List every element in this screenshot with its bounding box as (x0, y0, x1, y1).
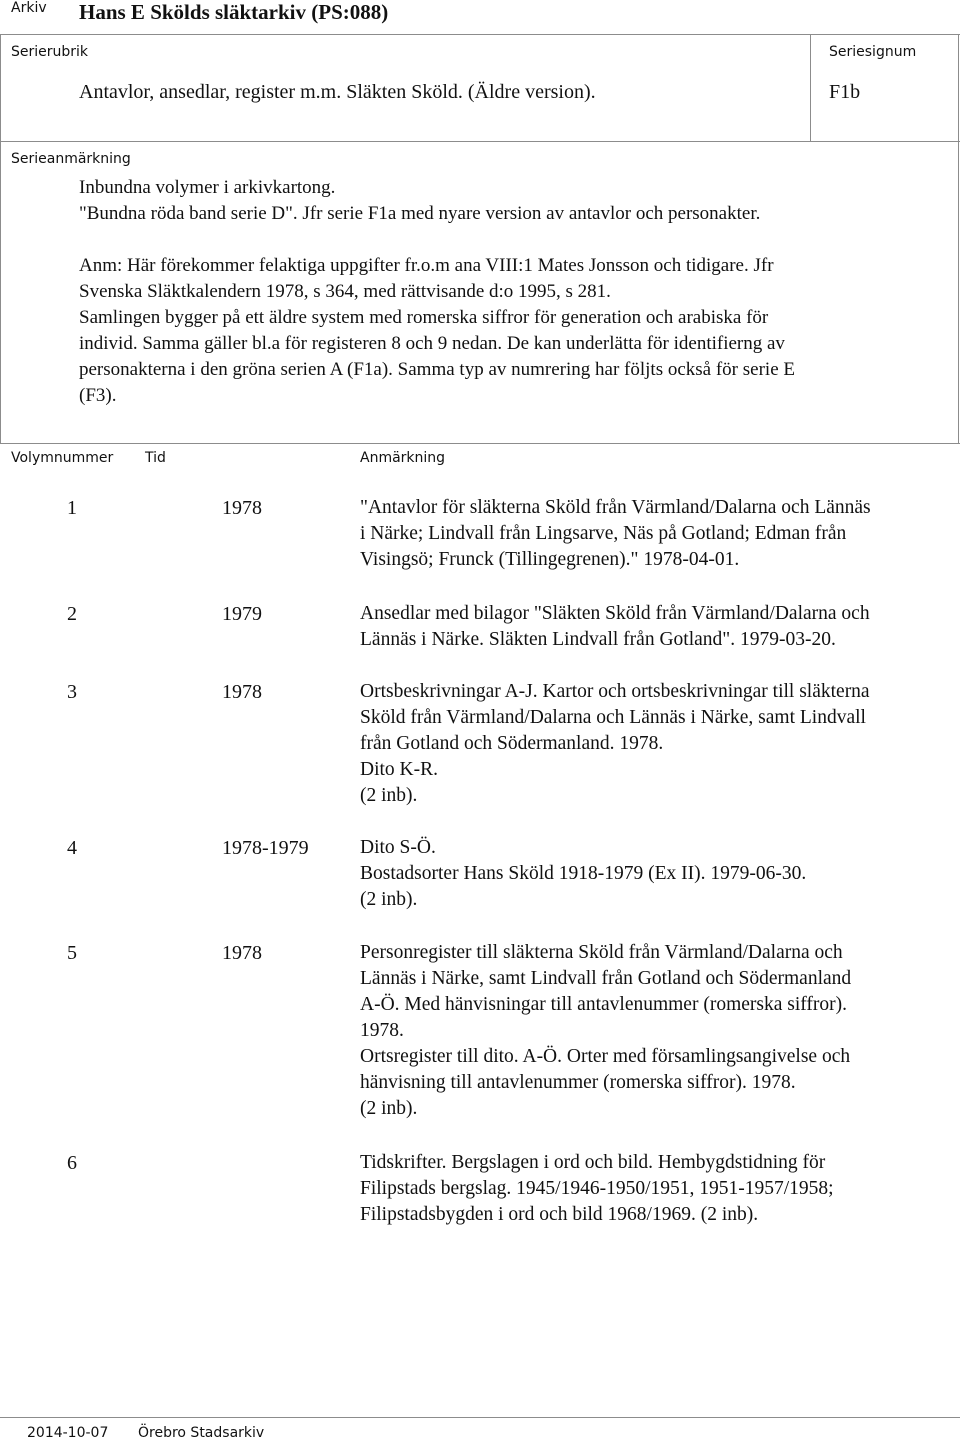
serierubrik-label: Serierubrik (11, 44, 89, 60)
footer-divider (0, 1417, 960, 1418)
anm-line: A-Ö. Med hänvisningar till antavlenummer (romerska siffror). (360, 994, 848, 1015)
note-line (79, 227, 939, 253)
note-line: Inbundna volymer i arkivkartong. (79, 177, 336, 198)
divider-anmarkning (0, 141, 960, 142)
anm-line: Sköld från Värmland/Dalarna och Lännäs i Närke, samt Lindvall (360, 707, 866, 728)
anm-line: från Gotland och Södermanland. 1978. (360, 733, 664, 754)
anm-line: Ortsregister till dito. A-Ö. Orter med församlingsangivelse och (360, 1046, 851, 1067)
anm-line: Lännäs i Närke, samt Lindvall från Gotland och Södermanland (360, 968, 852, 989)
row-anmarkning (360, 940, 955, 1122)
serieanmarkning-text (79, 175, 939, 409)
frame-right (958, 34, 959, 444)
note-line: Svenska Släktkalendern 1978, s 364, med rättvisande d:o 1995, s 281. (79, 281, 611, 302)
anm-line: 1978. (360, 1020, 404, 1041)
volym-number: 4 (67, 837, 77, 859)
volym-number: 1 (67, 497, 77, 519)
anm-line: (2 inb). (360, 785, 418, 806)
divider-top (0, 34, 960, 35)
volym-number: 2 (67, 603, 77, 625)
row-tid: 1978-1979 (222, 837, 309, 859)
anm-line: hänvisning till antavlenummer (romerska siffror). 1978. (360, 1072, 796, 1093)
arkiv-label: Arkiv (11, 0, 47, 16)
anm-line: "Antavlor för släkterna Sköld från Värmland/Dalarna och Lännäs (360, 497, 871, 518)
volym-number: 3 (67, 681, 77, 703)
seriesignum-label: Seriesignum (829, 44, 917, 60)
arkiv-title: Hans E Skölds släktarkiv (PS:088) (79, 0, 389, 24)
anm-line: Bostadsorter Hans Sköld 1918-1979 (Ex II). 1979-06-30. (360, 863, 807, 884)
anm-line: Filipstadsbygden i ord och bild 1968/1969. (2 inb). (360, 1204, 759, 1225)
anm-line: Lännäs i Närke. Släkten Lindvall från Gotland". 1979-03-20. (360, 629, 836, 650)
column-header-volymnummer: Volymnummer (11, 450, 114, 466)
anm-line: Personregister till släkterna Sköld från Värmland/Dalarna och (360, 942, 843, 963)
row-tid: 1978 (222, 942, 262, 964)
anm-line: Tidskrifter. Bergslagen i ord och bild. Hembygdstidning för (360, 1152, 826, 1173)
volym-number: 5 (67, 942, 77, 964)
row-anmarkning (360, 835, 955, 913)
row-tid: 1978 (222, 497, 262, 519)
note-line: personakterna i den gröna serien A (F1a). Samma typ av numrering har följts också för serie E (79, 359, 795, 380)
row-tid: 1978 (222, 681, 262, 703)
serieanmarkning-label: Serieanmärkning (11, 151, 131, 167)
row-anmarkning (360, 495, 955, 573)
anm-line: Filipstads bergslag. 1945/1946-1950/1951, 1951-1957/1958; (360, 1178, 834, 1199)
row-anmarkning (360, 1150, 955, 1228)
footer-organization: Örebro Stadsarkiv (138, 1425, 265, 1441)
anm-line: Visingsö; Frunck (Tillingegrenen)." 1978-04-01. (360, 549, 740, 570)
anm-line: Ansedlar med bilagor "Släkten Sköld från Värmland/Dalarna och (360, 603, 870, 624)
divider-signum (810, 34, 811, 142)
anm-line: (2 inb). (360, 1098, 418, 1119)
row-anmarkning (360, 601, 955, 653)
row-anmarkning (360, 679, 955, 809)
column-header-tid: Tid (145, 450, 166, 466)
anm-line: (2 inb). (360, 889, 418, 910)
anm-line: Dito K-R. (360, 759, 438, 780)
column-header-anmarkning: Anmärkning (360, 450, 446, 466)
frame-left (0, 34, 1, 444)
anm-line: Dito S-Ö. (360, 837, 436, 858)
seriesignum-value: F1b (829, 81, 861, 103)
anm-line: Ortsbeskrivningar A-J. Kartor och ortsbeskrivningar till släkterna (360, 681, 870, 702)
divider-table (0, 443, 960, 444)
anm-line: i Närke; Lindvall från Lingsarve, Näs på Gotland; Edman från (360, 523, 847, 544)
footer-date: 2014-10-07 (27, 1425, 109, 1441)
volym-number: 6 (67, 1152, 77, 1174)
note-line: Anm: Här förekommer felaktiga uppgifter fr.o.m ana VIII:1 Mates Jonsson och tidigare. Jfr (79, 255, 774, 276)
serierubrik-value: Antavlor, ansedlar, register m.m. Släkten Sköld. (Äldre version). (79, 81, 596, 103)
note-line: "Bundna röda band serie D". Jfr serie F1a med nyare version av antavlor och personakter. (79, 203, 761, 224)
row-tid: 1979 (222, 603, 262, 625)
note-line: individ. Samma gäller bl.a för registeren 8 och 9 nedan. De kan underlätta för identifierng av (79, 333, 785, 354)
note-line: Samlingen bygger på ett äldre system med romerska siffror för generation och arabiska för (79, 307, 769, 328)
note-line: (F3). (79, 385, 117, 406)
